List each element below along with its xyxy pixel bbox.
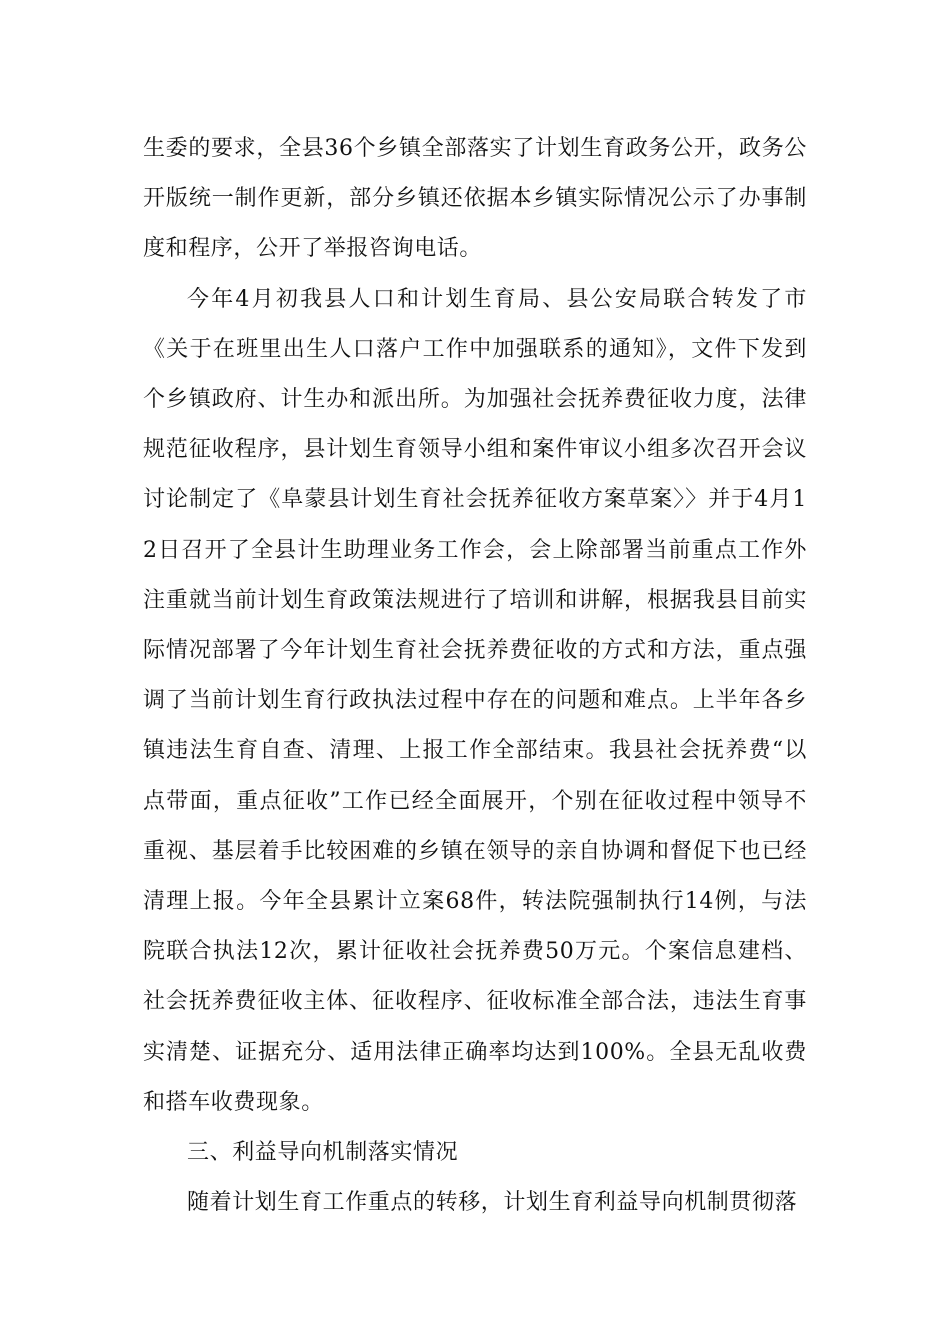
paragraph-interest-guidance: 随着计划生育工作重点的转移，计划生育利益导向机制贯彻落 — [187, 1190, 798, 1216]
paragraph-continuation: 生委的要求，全县36个乡镇全部落实了计划生育政务公开，政务公开版统一制作更新，部分乡镇还依据本乡镇实际情况公示了办事制度和程序，公开了举报咨询电话。 — [143, 136, 807, 262]
paragraph-law-enforcement: 今年4月初我县人口和计划生育局、县公安局联合转发了市《关于在班里出生人口落户工作中加强联系的通知》，文件下发到个乡镇政府、计生办和派出所。为加强社会抚养费征收力度，法律规范征收程序，县计划生育领导小组和案件审议小组多次召开会议讨论制定了《阜蒙县计划生育社会抚养征收方案草案〉〉并于4月12日召开了全县计生助理业务工作会，会上除部署当前重点工作外注重就当前计划生育政策法规进行了培训和讲解，根据我县目前实际情况部署了今年计划生育社会抚养费征收的方式和方法，重点强调了当前计划生育行政执法过程中存在的问题和难点。上半年各乡镇违法生育自查、清理、上报工作全部结束。我县社会抚养费“以点带面，重点征收”工作已经全面展开，个别在征收过程中领导不重视、基层着手比较困难的乡镇在领导的亲自协调和督促下也已经清理上报。今年全县累计立案68件，转法院强制执行14例，与法院联合执法12次，累计征收社会抚养费50万元。个案信息建档、社会抚养费征收主体、征收程序、征收标准全部合法，违法生育事实清楚、证据充分、适用法律正确率均达到100%。全县无乱收费和搭车收费现象。 — [143, 286, 807, 1115]
document-body — [143, 124, 807, 1228]
section-heading-interest-guidance: 三、利益导向机制落实情况 — [187, 1140, 459, 1166]
